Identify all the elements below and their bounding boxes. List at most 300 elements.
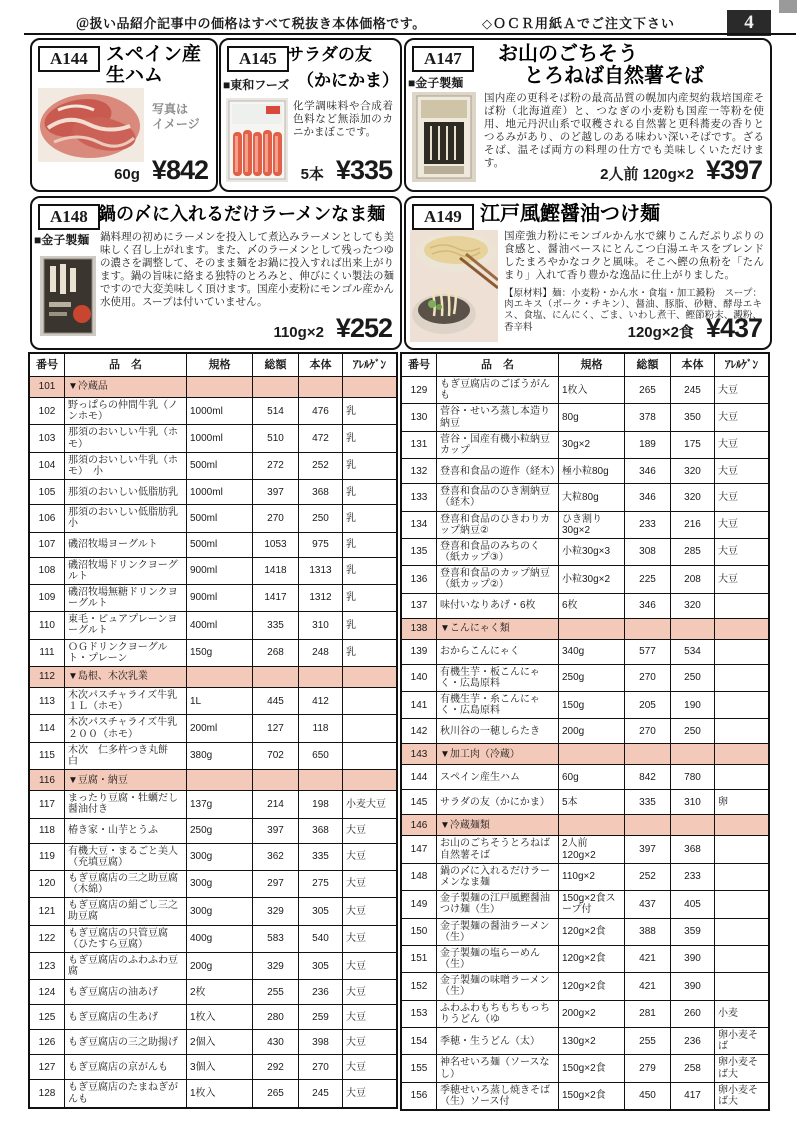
cell-al: 乳 bbox=[342, 425, 396, 451]
cell-name: もぎ豆腐店の三之助揚げ bbox=[64, 1030, 186, 1054]
cell-spec: 2枚 bbox=[186, 980, 252, 1004]
cell-body: 472 bbox=[298, 425, 342, 451]
table-row bbox=[402, 945, 768, 972]
cell-body bbox=[670, 619, 714, 639]
cell-no: 119 bbox=[39, 851, 55, 863]
spec-label: 2人前 120g×2 bbox=[600, 166, 694, 183]
cell-total bbox=[624, 815, 670, 835]
cell-total bbox=[624, 619, 670, 639]
cell-name: 椿き家・山芋とうふ bbox=[64, 819, 186, 843]
table-row bbox=[402, 593, 768, 618]
table-row bbox=[30, 584, 396, 611]
cell-body: 305 bbox=[298, 953, 342, 979]
cell-no: 145 bbox=[410, 796, 428, 808]
table-row bbox=[30, 714, 396, 741]
price-row bbox=[114, 155, 208, 186]
cell-al: 大豆 bbox=[714, 432, 768, 458]
cell-al: 大豆 bbox=[342, 953, 396, 979]
price-label: ¥397 bbox=[705, 155, 762, 185]
cell-al bbox=[714, 594, 768, 618]
table-row bbox=[402, 972, 768, 999]
cell-name: 菅谷・せいろ蒸し本造り納豆 bbox=[436, 404, 558, 430]
cell-name: もぎ豆腐店のふわふわ豆腐 bbox=[64, 953, 186, 979]
table-row bbox=[30, 952, 396, 979]
title-line: 江戸風鰹醤油つけ麺 bbox=[480, 203, 660, 225]
cell-spec bbox=[186, 770, 252, 790]
cell-al bbox=[714, 640, 768, 664]
cell-no: 105 bbox=[38, 486, 56, 498]
cell-no: 148 bbox=[410, 871, 428, 883]
cell-spec: 60g bbox=[558, 765, 624, 789]
cell-name: 有機生芋・板こんにゃく・広島原料 bbox=[436, 665, 558, 691]
spec-label: 60g bbox=[114, 166, 140, 183]
cell-spec: 200g bbox=[186, 953, 252, 979]
cell-body bbox=[298, 377, 342, 397]
cell-name: もぎ豆腐店の只管豆腐（ひたすら豆腐） bbox=[64, 926, 186, 952]
cell-name: お山のごちそうとろねば自然薯そば bbox=[436, 836, 558, 862]
cell-name: 秋川谷の一穂しらたき bbox=[436, 719, 558, 743]
section-row bbox=[402, 618, 768, 639]
cell-no: 109 bbox=[38, 592, 56, 604]
header-cell: 品 名 bbox=[64, 354, 186, 376]
price-row bbox=[628, 313, 762, 344]
cell-no: 134 bbox=[410, 519, 428, 531]
title-line: とろねば自然薯そば bbox=[524, 64, 704, 87]
table-row bbox=[30, 532, 396, 557]
photo-note-line: 写真は bbox=[152, 102, 189, 116]
cell-spec: 200ml bbox=[186, 715, 252, 741]
cell-no: 118 bbox=[39, 824, 55, 836]
photo-note bbox=[152, 102, 200, 132]
cell-total: 378 bbox=[624, 404, 670, 430]
cell-name: 有機大豆・まるごと美人（充填豆腐） bbox=[64, 844, 186, 870]
cell-body: 780 bbox=[670, 765, 714, 789]
cell-body: 258 bbox=[670, 1055, 714, 1081]
cell-total: 255 bbox=[252, 980, 298, 1004]
table-row bbox=[30, 1054, 396, 1079]
cell-total: 272 bbox=[252, 453, 298, 479]
cell-body: 320 bbox=[670, 459, 714, 483]
cell-spec: 900ml bbox=[186, 585, 252, 611]
product-card-a147 bbox=[404, 38, 772, 192]
cell-name: 那須のおいしい低脂肪乳 小 bbox=[64, 505, 186, 531]
cell-al: 大豆 bbox=[342, 1005, 396, 1029]
table-row bbox=[30, 452, 396, 479]
title-line: スペイン産 bbox=[106, 44, 202, 65]
cell-body: 405 bbox=[670, 891, 714, 917]
cell-no: 139 bbox=[410, 646, 428, 658]
cell-al bbox=[342, 715, 396, 741]
cell-total: 346 bbox=[624, 594, 670, 618]
cell-body: 359 bbox=[670, 919, 714, 945]
cell-total: 292 bbox=[252, 1055, 298, 1079]
cell-no: 128 bbox=[38, 1087, 56, 1099]
cell-name: 金子製麺の醤油ラーメン（生） bbox=[436, 919, 558, 945]
product-card-a144 bbox=[30, 38, 218, 192]
table-row bbox=[402, 639, 768, 664]
cell-no: 107 bbox=[38, 538, 56, 550]
table-row bbox=[402, 835, 768, 862]
cell-name: 神名せいろ麺（ソースなし） bbox=[436, 1055, 558, 1081]
cell-name: もぎ豆腐店の三之助豆腐（木綿） bbox=[64, 871, 186, 897]
ham-photo bbox=[38, 88, 144, 162]
cell-spec: 極小粒80g bbox=[558, 459, 624, 483]
cell-body: 417 bbox=[670, 1083, 714, 1109]
cell-no: 121 bbox=[38, 905, 56, 917]
cell-body: 335 bbox=[298, 844, 342, 870]
cell-no: 154 bbox=[410, 1035, 428, 1047]
table-row bbox=[402, 1000, 768, 1027]
table-row bbox=[402, 1027, 768, 1054]
table-row bbox=[30, 687, 396, 714]
table-row bbox=[30, 742, 396, 769]
cell-al bbox=[714, 891, 768, 917]
cell-al bbox=[342, 377, 396, 397]
cell-al bbox=[714, 946, 768, 972]
cell-name: 登喜和食品のひきわりカップ納豆② bbox=[436, 512, 558, 538]
cell-total: 308 bbox=[624, 539, 670, 565]
cell-total: 397 bbox=[624, 836, 670, 862]
header-cell: 本体 bbox=[298, 354, 342, 376]
cell-no: 136 bbox=[410, 573, 428, 585]
cell-spec: 1000ml bbox=[186, 425, 252, 451]
title-line: 鍋の〆に入れるだけラーメンなま麺 bbox=[98, 204, 386, 224]
cell-body: 390 bbox=[670, 946, 714, 972]
cell-spec: 300g bbox=[186, 844, 252, 870]
cell-total: 842 bbox=[624, 765, 670, 789]
table-row bbox=[402, 403, 768, 430]
cell-body: 216 bbox=[670, 512, 714, 538]
price-row bbox=[600, 155, 762, 186]
cell-name: 鍋の〆に入れるだけラーメンなま麺 bbox=[436, 864, 558, 890]
photo-note-line: イメージ bbox=[152, 117, 200, 131]
cell-al bbox=[342, 667, 396, 687]
cell-no: 101 bbox=[38, 381, 56, 393]
title-line: 生ハム bbox=[106, 64, 164, 86]
cell-no: 156 bbox=[410, 1090, 428, 1102]
table-row bbox=[30, 479, 396, 504]
cell-al bbox=[714, 619, 768, 639]
cell-total bbox=[624, 744, 670, 764]
cell-name: 野っぱらの仲間牛乳（ノンホモ） bbox=[64, 398, 186, 424]
cell-name: 季穂・生うどん（太） bbox=[436, 1028, 558, 1054]
product-title bbox=[480, 204, 660, 226]
cell-al: 乳 bbox=[342, 533, 396, 557]
cell-al: 大豆 bbox=[714, 539, 768, 565]
cell-spec: 130g×2 bbox=[558, 1028, 624, 1054]
order-table-right bbox=[400, 352, 770, 1111]
cell-total: 450 bbox=[624, 1083, 670, 1109]
cell-total: 346 bbox=[624, 459, 670, 483]
cell-name: 那須のおいしい牛乳（ホモ） 小 bbox=[64, 453, 186, 479]
cell-al: 乳 bbox=[342, 558, 396, 584]
cell-spec: 500ml bbox=[186, 533, 252, 557]
cell-body: 208 bbox=[670, 566, 714, 592]
cell-body: 252 bbox=[298, 453, 342, 479]
cell-al: 大豆 bbox=[342, 926, 396, 952]
product-card-a145 bbox=[219, 38, 402, 192]
cell-spec: 小粒30g×2 bbox=[558, 566, 624, 592]
cell-body: 305 bbox=[298, 898, 342, 924]
cell-total: 270 bbox=[624, 665, 670, 691]
table-row bbox=[30, 1079, 396, 1106]
cell-total bbox=[252, 667, 298, 687]
cell-no: 110 bbox=[39, 619, 55, 631]
cell-al: 乳 bbox=[342, 480, 396, 504]
cell-name: もぎ豆腐店の絹ごし三之助豆腐 bbox=[64, 898, 186, 924]
cell-total: 335 bbox=[624, 790, 670, 814]
cell-no: 140 bbox=[410, 672, 428, 684]
cell-total: 362 bbox=[252, 844, 298, 870]
cell-spec bbox=[558, 744, 624, 764]
cell-name: ▼冷蔵品 bbox=[64, 377, 186, 397]
cell-total: 397 bbox=[252, 480, 298, 504]
cell-body bbox=[670, 815, 714, 835]
cell-spec: 150g×2食スープ付 bbox=[558, 891, 624, 917]
cell-total: 214 bbox=[252, 791, 298, 817]
cell-total: 329 bbox=[252, 953, 298, 979]
cell-spec bbox=[558, 619, 624, 639]
cell-body: 250 bbox=[298, 505, 342, 531]
cell-name: 那須のおいしい牛乳（ホモ） bbox=[64, 425, 186, 451]
cell-al bbox=[342, 743, 396, 769]
scan-artifact bbox=[779, 0, 797, 13]
table-row bbox=[30, 897, 396, 924]
table-row bbox=[402, 863, 768, 890]
cell-total: 514 bbox=[252, 398, 298, 424]
table-row bbox=[402, 1054, 768, 1081]
table-row bbox=[30, 557, 396, 584]
cell-total: 252 bbox=[624, 864, 670, 890]
cell-body: 250 bbox=[670, 719, 714, 743]
section-row bbox=[402, 743, 768, 764]
cell-total: 225 bbox=[624, 566, 670, 592]
table-row bbox=[30, 1004, 396, 1029]
cell-body: 368 bbox=[670, 836, 714, 862]
cell-spec: 380g bbox=[186, 743, 252, 769]
cell-no: 127 bbox=[38, 1061, 56, 1073]
cell-name: もぎ豆腐店のごぼうがんも bbox=[436, 377, 558, 403]
cell-no: 144 bbox=[410, 771, 428, 783]
table-row bbox=[30, 611, 396, 638]
cell-body: 350 bbox=[670, 404, 714, 430]
cell-al bbox=[714, 719, 768, 743]
cell-name: もぎ豆腐店の油あげ bbox=[64, 980, 186, 1004]
header-cell: 規格 bbox=[186, 354, 252, 376]
cell-name: ＯＧドリンクヨーグルト・プレーン bbox=[64, 640, 186, 666]
cell-spec: 150g×2食 bbox=[558, 1055, 624, 1081]
cell-total: 346 bbox=[624, 484, 670, 510]
cell-spec: 6枚 bbox=[558, 594, 624, 618]
cell-spec: 1000ml bbox=[186, 480, 252, 504]
cell-al: 大豆 bbox=[342, 844, 396, 870]
cell-spec: 1枚入 bbox=[558, 377, 624, 403]
cell-al bbox=[714, 744, 768, 764]
cell-body: 412 bbox=[298, 688, 342, 714]
cell-spec bbox=[186, 377, 252, 397]
cell-body: 259 bbox=[298, 1005, 342, 1029]
cell-name: 季穂せいろ蒸し焼きそば（生）ソース付 bbox=[436, 1083, 558, 1109]
cell-al: 乳 bbox=[342, 398, 396, 424]
cell-name: ▼加工肉（冷蔵） bbox=[436, 744, 558, 764]
header-note-right: ◇ＯＣＲ用紙Ａでご注文下さい bbox=[482, 16, 675, 31]
title-line: （かにかま） bbox=[297, 71, 399, 90]
cell-name: 木次パスチャライズ牛乳２００（ホモ） bbox=[64, 715, 186, 741]
table-row bbox=[402, 789, 768, 814]
cell-no: 113 bbox=[39, 695, 55, 707]
cell-al bbox=[714, 765, 768, 789]
cell-total: 189 bbox=[624, 432, 670, 458]
cell-name: 味付いなりあげ・6枚 bbox=[436, 594, 558, 618]
cell-total: 1417 bbox=[252, 585, 298, 611]
cell-name: 登喜和食品のひき割納豆（経木） bbox=[436, 484, 558, 510]
cell-total: 268 bbox=[252, 640, 298, 666]
cell-no: 147 bbox=[410, 843, 428, 855]
cell-body: 198 bbox=[298, 791, 342, 817]
cell-al: 大豆 bbox=[714, 512, 768, 538]
cell-total: 335 bbox=[252, 612, 298, 638]
cell-body bbox=[298, 770, 342, 790]
cell-spec: 150g×2食 bbox=[558, 1083, 624, 1109]
product-ingredients: 【原材料】麺：小麦粉・かん水・食塩・加工澱粉 スープ：肉エキス（ポーク・チキン）、醤油、豚脂、砂糖、酵母エキス、食塩、にんにく、ごま、いわし煮干、鰹節粉末、澱粉、香辛料 bbox=[504, 288, 762, 333]
cell-body: 975 bbox=[298, 533, 342, 557]
cell-total: 430 bbox=[252, 1030, 298, 1054]
product-card-a148 bbox=[30, 196, 402, 350]
kanikama-photo bbox=[226, 98, 288, 182]
cell-body: 236 bbox=[670, 1028, 714, 1054]
cell-body: 285 bbox=[670, 539, 714, 565]
cell-spec: 400ml bbox=[186, 612, 252, 638]
cell-total: 205 bbox=[624, 692, 670, 718]
cell-spec: 3個入 bbox=[186, 1055, 252, 1079]
cell-total: 265 bbox=[624, 377, 670, 403]
product-code: A149 bbox=[412, 204, 474, 230]
cell-no: 122 bbox=[38, 933, 56, 945]
cell-al bbox=[714, 919, 768, 945]
cell-name: 磯沼牧場無糖ドリンクヨーグルト bbox=[64, 585, 186, 611]
cell-total: 297 bbox=[252, 871, 298, 897]
header-cell: 番号 bbox=[36, 358, 58, 371]
cell-no: 137 bbox=[410, 600, 428, 612]
cell-spec bbox=[186, 667, 252, 687]
cell-name: 有機生芋・糸こんにゃく・広島原料 bbox=[436, 692, 558, 718]
maker-label: ■金子製麺 bbox=[408, 76, 464, 90]
section-row bbox=[30, 769, 396, 790]
cell-total: 255 bbox=[624, 1028, 670, 1054]
cell-spec: 120g×2食 bbox=[558, 973, 624, 999]
cell-al bbox=[342, 770, 396, 790]
cell-al: 卵 bbox=[714, 790, 768, 814]
cell-spec: 120g×2食 bbox=[558, 919, 624, 945]
cell-spec: 30g×2 bbox=[558, 432, 624, 458]
table-header-row bbox=[30, 354, 396, 376]
cell-al bbox=[714, 973, 768, 999]
cell-total bbox=[252, 377, 298, 397]
cell-body: 534 bbox=[670, 640, 714, 664]
header-cell: 本体 bbox=[670, 354, 714, 376]
cell-no: 117 bbox=[39, 798, 55, 810]
cell-al: 大豆 bbox=[342, 1030, 396, 1054]
cell-spec: 200g bbox=[558, 719, 624, 743]
product-title bbox=[287, 46, 372, 64]
cell-no: 123 bbox=[38, 960, 56, 972]
cell-al bbox=[714, 692, 768, 718]
product-description: 国産強力粉にモンゴルかん水で練りこんだぷりぷりの食感と、醤油ベースにとんこつ白湯エキスをブレンドしたまろやかなコクと風味。そこへ鰹の魚粉を「たんまり」入れて香り豊かな逸品に仕上がりました。 bbox=[504, 230, 764, 282]
cell-name: ▼豆腐・納豆 bbox=[64, 770, 186, 790]
table-row bbox=[30, 1029, 396, 1054]
cell-al: 大豆 bbox=[714, 566, 768, 592]
cell-spec bbox=[558, 815, 624, 835]
cell-spec: 5本 bbox=[558, 790, 624, 814]
cell-no: 114 bbox=[39, 722, 55, 734]
table-row bbox=[402, 458, 768, 483]
product-title bbox=[98, 205, 385, 224]
cell-spec: 2人前 120g×2 bbox=[558, 836, 624, 862]
cell-body: 650 bbox=[298, 743, 342, 769]
table-row bbox=[402, 538, 768, 565]
cell-al: 大豆 bbox=[714, 459, 768, 483]
cell-al: 小麦 bbox=[714, 1001, 768, 1027]
cell-body: 1313 bbox=[298, 558, 342, 584]
cell-spec: 80g bbox=[558, 404, 624, 430]
cell-body bbox=[298, 667, 342, 687]
cell-spec: 110g×2 bbox=[558, 864, 624, 890]
product-description: 国内産の更科そば粉の最高品質の幌加内産契約栽培国産そば粉（北海道産）と、つなぎの小麦粉も国産一等粉を使用、地元丹沢山系で収穫される自然薯と更科蕎麦の香りとつるみがあり、のど越しのある味わい深いそばです。ざるそば、温そば両方の料理の仕方でも美味しくいただけます。 bbox=[484, 92, 764, 170]
cell-spec: 大粒80g bbox=[558, 484, 624, 510]
cell-name: 金子製麺の江戸風鰹醤油つけ麺（生） bbox=[436, 891, 558, 917]
cell-no: 108 bbox=[38, 565, 56, 577]
cell-no: 104 bbox=[38, 460, 56, 472]
cell-no: 130 bbox=[410, 411, 428, 423]
table-row bbox=[402, 431, 768, 458]
cell-no: 131 bbox=[410, 439, 428, 451]
cell-body: 260 bbox=[670, 1001, 714, 1027]
price-row bbox=[301, 155, 392, 186]
cell-body: 245 bbox=[298, 1080, 342, 1106]
cell-body: 233 bbox=[670, 864, 714, 890]
cell-no: 150 bbox=[410, 926, 428, 938]
table-row bbox=[402, 483, 768, 510]
cell-name: もぎ豆腐店のたまねぎがんも bbox=[64, 1080, 186, 1106]
product-code: A145 bbox=[227, 46, 289, 72]
cell-total: 510 bbox=[252, 425, 298, 451]
cell-no: 142 bbox=[410, 725, 428, 737]
cell-al: 卵小麦そば bbox=[714, 1028, 768, 1054]
cell-total: 233 bbox=[624, 512, 670, 538]
cell-body: 368 bbox=[298, 480, 342, 504]
product-title bbox=[106, 45, 201, 86]
table-row bbox=[402, 664, 768, 691]
section-row bbox=[402, 814, 768, 835]
price-row bbox=[273, 313, 392, 344]
page-number-badge: 4 bbox=[727, 10, 771, 36]
cell-al: 大豆 bbox=[714, 484, 768, 510]
cell-spec: 340g bbox=[558, 640, 624, 664]
cell-al bbox=[714, 836, 768, 862]
table-row bbox=[402, 691, 768, 718]
cell-no: 151 bbox=[410, 953, 428, 965]
price-label: ¥437 bbox=[705, 313, 762, 343]
cell-spec: 137g bbox=[186, 791, 252, 817]
cell-spec: 200g×2 bbox=[558, 1001, 624, 1027]
cell-name: 磯沼牧場ヨーグルト bbox=[64, 533, 186, 557]
cell-total: 265 bbox=[252, 1080, 298, 1106]
cell-name: 那須のおいしい低脂肪乳 bbox=[64, 480, 186, 504]
cell-total: 583 bbox=[252, 926, 298, 952]
table-row bbox=[30, 843, 396, 870]
cell-no: 106 bbox=[38, 512, 56, 524]
price-label: ¥842 bbox=[151, 155, 208, 185]
